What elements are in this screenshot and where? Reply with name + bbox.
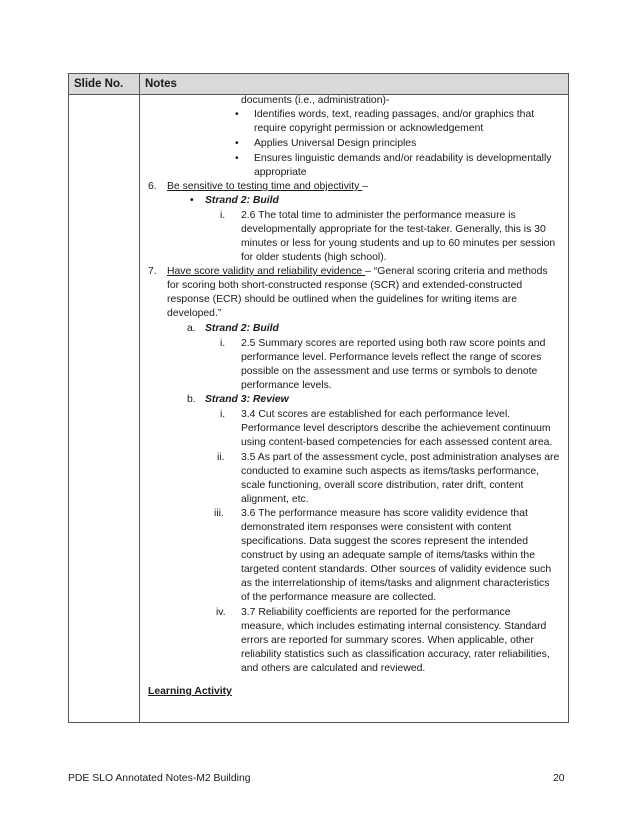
- bullet: •: [235, 138, 239, 149]
- slide-no-header: Slide No.: [69, 74, 140, 95]
- text-line: possible on the assessment and use terms or symbols to denote: [241, 366, 538, 377]
- strand-heading: Strand 2: Build: [205, 195, 279, 206]
- text-line: reliability statistics such as classification accuracy, rater reliabilities,: [241, 649, 550, 660]
- text-line: scale functioning, overall score distribution, rater drift, content: [241, 480, 524, 491]
- list-letter: b.: [187, 394, 196, 405]
- table-header-row: [69, 74, 569, 95]
- text-line: for scoring both short-constructed response (SCR) and extended-constructed: [167, 280, 523, 291]
- text-line: developmentally appropriate for the test-taker. Generally, this is 30: [241, 224, 546, 235]
- text-line: 3.4 Cut scores are established for each performance level.: [241, 409, 511, 420]
- list-numeral: iii.: [214, 508, 224, 519]
- bullet: •: [190, 195, 194, 206]
- text-line: construct by using an adequate sample of items/tasks within the: [241, 550, 535, 561]
- text-line: 3.7 Reliability coefficients are reported for the performance: [241, 607, 511, 618]
- list-number: 6.: [148, 181, 157, 192]
- list-numeral: i.: [220, 338, 226, 349]
- list-letter: a.: [187, 323, 196, 334]
- list-numeral: ii.: [217, 452, 225, 463]
- notes-table: [68, 73, 569, 723]
- text-line: Ensures linguistic demands and/or readability is developmentally: [254, 153, 552, 164]
- text-line: demonstrated item responses were consistent with content: [241, 522, 512, 533]
- bullet: •: [235, 109, 239, 120]
- list-numeral: iv.: [216, 607, 226, 618]
- table-body-row: [69, 95, 569, 723]
- text-line: using content-based competencies for each assessed content area.: [241, 437, 553, 448]
- text-line: Applies Universal Design principles: [254, 138, 417, 149]
- text-line: and others are calculated and reviewed.: [241, 663, 426, 674]
- section-heading-7: Have score validity and reliability evidence – “General scoring criteria and methods: [167, 266, 548, 277]
- text-line: as the interrelationship of items/tasks and alignment characteristics: [241, 578, 550, 589]
- text-line: for older students (high school).: [241, 252, 387, 263]
- text-line: targeted content standards. Other sources of validity evidence such: [241, 564, 552, 575]
- text-line: specifications. Data suggest the scores represent the intended: [241, 536, 529, 547]
- text-line: performance levels.: [241, 380, 332, 391]
- text-line: errors are reported for summary scores. When applicable, other: [241, 635, 534, 646]
- text-line: Performance level descriptors describe the achievement continuum: [241, 423, 551, 434]
- text-line: require copyright permission or acknowledgement: [254, 123, 484, 134]
- notes-header: Notes: [140, 74, 569, 95]
- bullet: •: [235, 153, 239, 164]
- text-line: 2.5 Summary scores are reported using both raw score points and: [241, 338, 546, 349]
- text-line: alignment, etc.: [241, 494, 309, 505]
- list-numeral: i.: [220, 210, 226, 221]
- notes-cell: [140, 95, 569, 723]
- text-line: developed.”: [167, 308, 222, 319]
- list-number: 7.: [148, 266, 157, 277]
- learning-activity-heading: Learning Activity: [148, 686, 232, 697]
- text-line: minutes or less for young students and up to 60 minutes per session: [241, 238, 556, 249]
- text-line: response (ECR) should be outlined when the guidelines for writing items are: [167, 294, 518, 305]
- strand-heading: Strand 3: Review: [205, 394, 289, 405]
- strand-heading: Strand 2: Build: [205, 323, 279, 334]
- page-number: 20: [553, 773, 565, 784]
- footer-title: PDE SLO Annotated Notes-M2 Building: [68, 773, 251, 784]
- text-line: 3.6 The performance measure has score validity evidence that: [241, 508, 528, 519]
- text-line: appropriate: [254, 167, 307, 178]
- text-line: measure, which includes estimating internal consistency. Standard: [241, 621, 547, 632]
- text-line: of the performance measure are collected.: [241, 592, 437, 603]
- section-heading-6: Be sensitive to testing time and objectivity –: [167, 181, 368, 192]
- text-line: 2.6 The total time to administer the performance measure is: [241, 210, 516, 221]
- text-line: documents (i.e., administration)-: [241, 95, 390, 106]
- text-line: 3.5 As part of the assessment cycle, post administration analyses are: [241, 452, 560, 463]
- text-line: performance level. Performance levels reflect the range of scores: [241, 352, 542, 363]
- text-line: Identifies words, text, reading passages, and/or graphics that: [254, 109, 535, 120]
- slide-no-cell: [69, 95, 140, 723]
- text-line: conducted to examine such aspects as items/tasks performance,: [241, 466, 540, 477]
- list-numeral: i.: [220, 409, 226, 420]
